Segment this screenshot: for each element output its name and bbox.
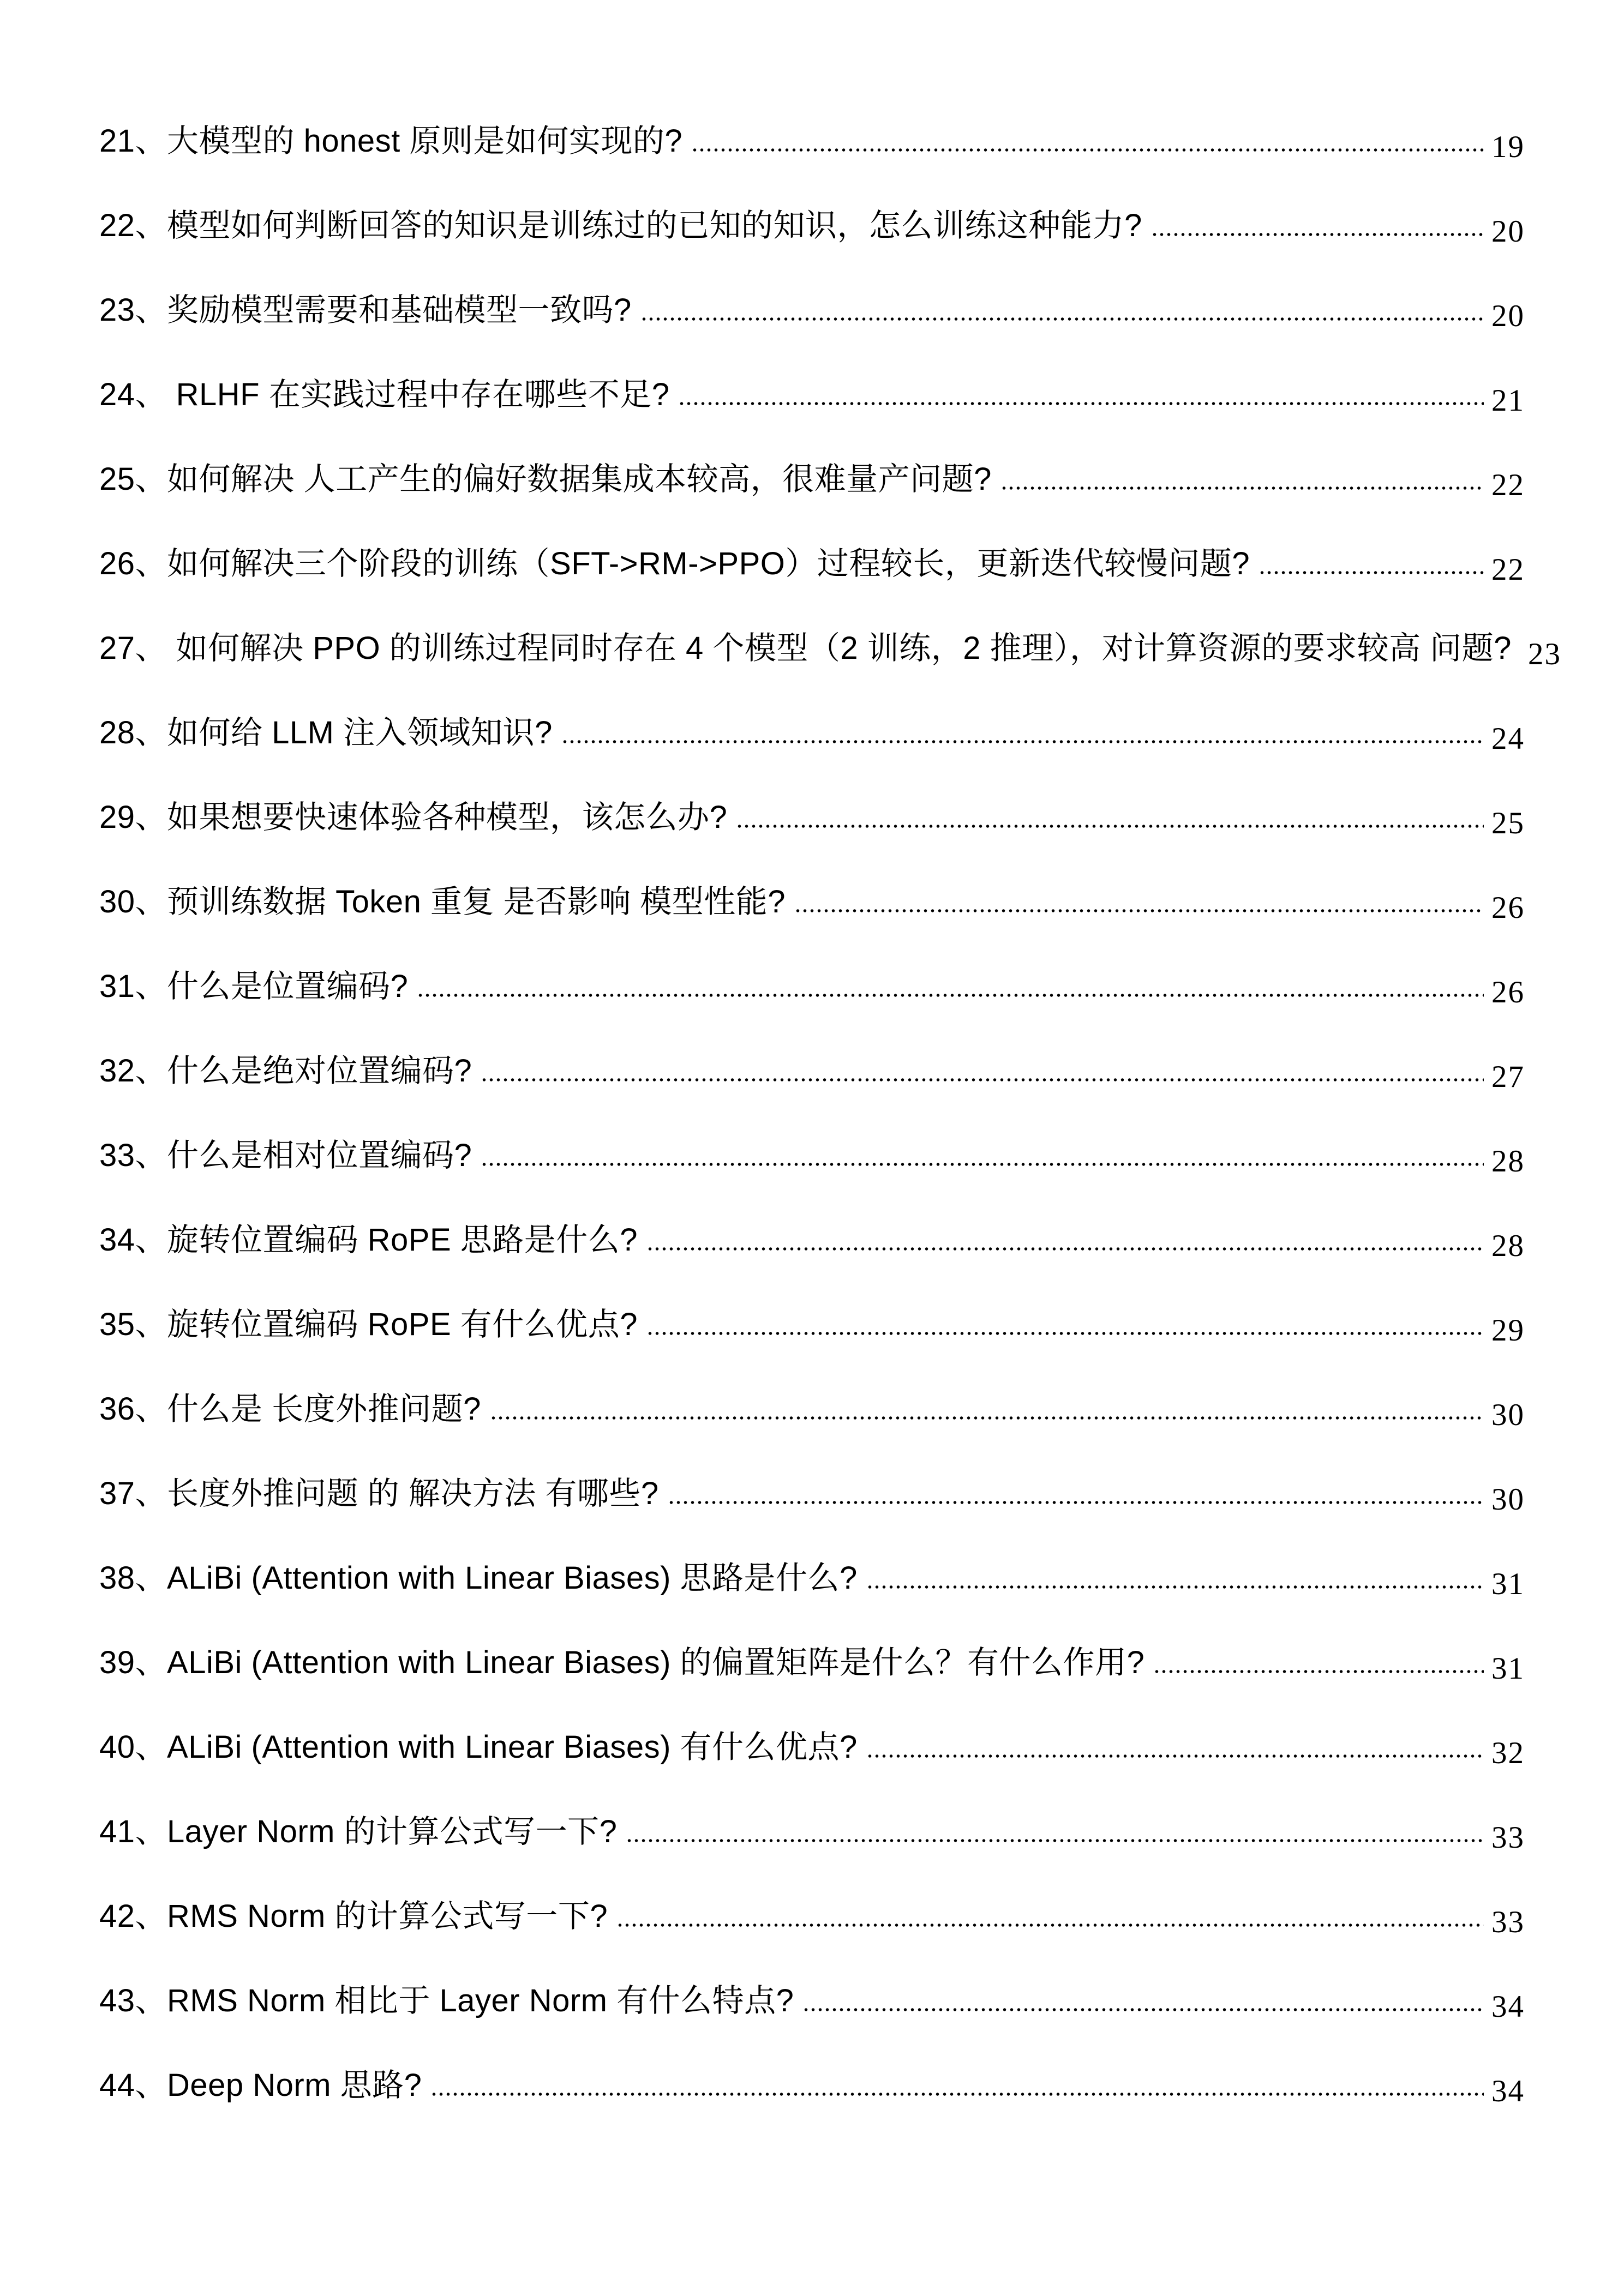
toc-entry-page-number: 19 — [1491, 130, 1525, 164]
toc-entry-page-number: 31 — [1491, 1567, 1525, 1601]
toc-entry[interactable] — [99, 1562, 1525, 1647]
toc-entry-label: 34、旋转位置编码 RoPE 思路是什么? — [99, 1222, 638, 1258]
toc-entry-label: 42、RMS Norm 的计算公式写一下? — [99, 1898, 608, 1934]
toc-entry-label: 37、长度外推问题 的 解决方法 有哪些? — [99, 1476, 659, 1511]
toc-entry[interactable] — [99, 802, 1525, 886]
toc-entry-page-number: 27 — [1491, 1060, 1525, 1094]
toc-entry-label: 24、 RLHF 在实践过程中存在哪些不足? — [99, 377, 670, 412]
dot-leader — [1259, 571, 1484, 574]
dot-leader — [691, 148, 1484, 152]
dot-leader — [866, 1585, 1484, 1589]
toc-entry-page-number: 25 — [1491, 806, 1525, 840]
toc-entry-page-number: 30 — [1491, 1482, 1525, 1517]
toc-entry[interactable] — [99, 1647, 1525, 1732]
toc-entry-label: 36、什么是 长度外推问题? — [99, 1391, 481, 1427]
dot-leader — [1153, 1670, 1484, 1673]
toc-entry-label: 28、如何给 LLM 注入领域知识? — [99, 715, 553, 750]
toc-entry-page-number: 34 — [1491, 2074, 1525, 2108]
toc-entry-page-number: 30 — [1491, 1398, 1525, 1432]
toc-entry-label: 30、预训练数据 Token 重复 是否影响 模型性能? — [99, 884, 786, 919]
toc-entry-label: 43、RMS Norm 相比于 Layer Norm 有什么特点? — [99, 1983, 794, 2018]
toc-entry-page-number: 22 — [1491, 468, 1525, 502]
toc-entry[interactable] — [99, 379, 1525, 464]
toc-entry-page-number: 32 — [1491, 1736, 1525, 1770]
toc-entry[interactable] — [99, 1985, 1525, 2070]
toc-entry-page-number: 23 — [1527, 637, 1561, 671]
toc-entry[interactable] — [99, 461, 1525, 548]
toc-entry[interactable] — [99, 1224, 1525, 1309]
toc-entry-label: 27、 如何解决 PPO 的训练过程同时存在 4 个模型（2 训练，2 推理），对计算资源的要求较高 问题? — [99, 630, 1512, 666]
toc-entry-label: 39、ALiBi (Attention with Linear Biases) 的偏置矩阵是什么？有什么作用? — [99, 1645, 1145, 1680]
dot-leader — [678, 402, 1484, 405]
dot-leader — [1000, 486, 1484, 490]
dot-leader — [794, 909, 1484, 912]
toc-entry[interactable] — [99, 125, 1525, 210]
toc-entry[interactable] — [99, 548, 1525, 633]
dot-leader — [626, 1839, 1484, 1842]
toc-entry-page-number: 28 — [1491, 1144, 1525, 1179]
toc-entry[interactable] — [99, 2067, 1525, 2154]
toc-entry[interactable] — [99, 210, 1525, 294]
dot-leader — [802, 2008, 1484, 2011]
toc-entry-page-number: 26 — [1491, 975, 1525, 1009]
toc-entry[interactable] — [99, 1478, 1525, 1562]
toc-entry-label: 40、ALiBi (Attention with Linear Biases) 有什么优点? — [99, 1729, 858, 1765]
toc-entry-label: 29、如果想要快速体验各种模型，该怎么办? — [99, 800, 728, 835]
dot-leader — [646, 1247, 1484, 1251]
toc-entry[interactable] — [99, 1055, 1525, 1140]
toc-entry-page-number: 31 — [1491, 1651, 1525, 1686]
toc-entry-page-number: 28 — [1491, 1229, 1525, 1263]
toc-entry[interactable] — [99, 1898, 1525, 1985]
dot-leader — [736, 825, 1484, 828]
toc-entry-label: 35、旋转位置编码 RoPE 有什么优点? — [99, 1307, 638, 1342]
dot-leader — [490, 1416, 1484, 1420]
toc-entry[interactable] — [99, 1393, 1525, 1478]
dot-leader — [430, 2093, 1484, 2096]
toc-entry-label: 44、Deep Norm 思路? — [99, 2067, 422, 2103]
toc-entry[interactable] — [99, 630, 1561, 717]
toc-entry-page-number: 33 — [1491, 1820, 1525, 1855]
toc-entry-label: 33、什么是相对位置编码? — [99, 1138, 472, 1173]
dot-leader — [646, 1332, 1484, 1335]
toc-entry-label: 23、奖励模型需要和基础模型一致吗? — [99, 292, 632, 328]
dot-leader — [417, 994, 1484, 997]
toc-entry-page-number: 33 — [1491, 1905, 1525, 1939]
toc-entry-page-number: 20 — [1491, 299, 1525, 333]
toc-entry-label: 22、模型如何判断回答的知识是训练过的已知的知识，怎么训练这种能力? — [99, 208, 1142, 243]
toc-entry[interactable] — [99, 886, 1525, 971]
toc-entry[interactable] — [99, 294, 1525, 379]
toc-entry-page-number: 34 — [1491, 1990, 1525, 2024]
dot-leader — [668, 1501, 1484, 1504]
dot-leader — [561, 740, 1484, 743]
toc-entry-page-number: 24 — [1491, 722, 1525, 756]
toc-entry-page-number: 22 — [1491, 552, 1525, 587]
toc-entry[interactable] — [99, 1140, 1525, 1224]
toc-entry[interactable] — [99, 1816, 1525, 1901]
dot-leader — [866, 1754, 1484, 1758]
dot-leader — [481, 1163, 1484, 1166]
toc-entry-page-number: 21 — [1491, 383, 1525, 418]
toc-entry-page-number: 26 — [1491, 891, 1525, 925]
toc-entry-label: 32、什么是绝对位置编码? — [99, 1053, 472, 1089]
dot-leader — [616, 1924, 1484, 1927]
toc-entry[interactable] — [99, 1729, 1525, 1816]
toc-entry-label: 25、如何解决 人工产生的偏好数据集成本较高，很难量产问题? — [99, 461, 992, 497]
dot-leader — [481, 1078, 1484, 1081]
toc-entry-label: 31、什么是位置编码? — [99, 969, 409, 1004]
dot-leader — [640, 317, 1484, 321]
toc-entry[interactable] — [99, 717, 1525, 802]
toc-entry-label: 26、如何解决三个阶段的训练（SFT->RM->PPO）过程较长，更新迭代较慢问题? — [99, 546, 1250, 581]
toc-entry[interactable] — [99, 1309, 1525, 1393]
toc-entry-label: 41、Layer Norm 的计算公式写一下? — [99, 1814, 618, 1849]
toc-entry-label: 38、ALiBi (Attention with Linear Biases) 思路是什么? — [99, 1560, 858, 1596]
dot-leader — [1151, 233, 1484, 236]
toc-entry-page-number: 20 — [1491, 214, 1525, 249]
toc-entry-page-number: 29 — [1491, 1313, 1525, 1348]
toc-entry[interactable] — [99, 971, 1525, 1055]
toc-entry-label: 21、大模型的 honest 原则是如何实现的? — [99, 123, 683, 159]
